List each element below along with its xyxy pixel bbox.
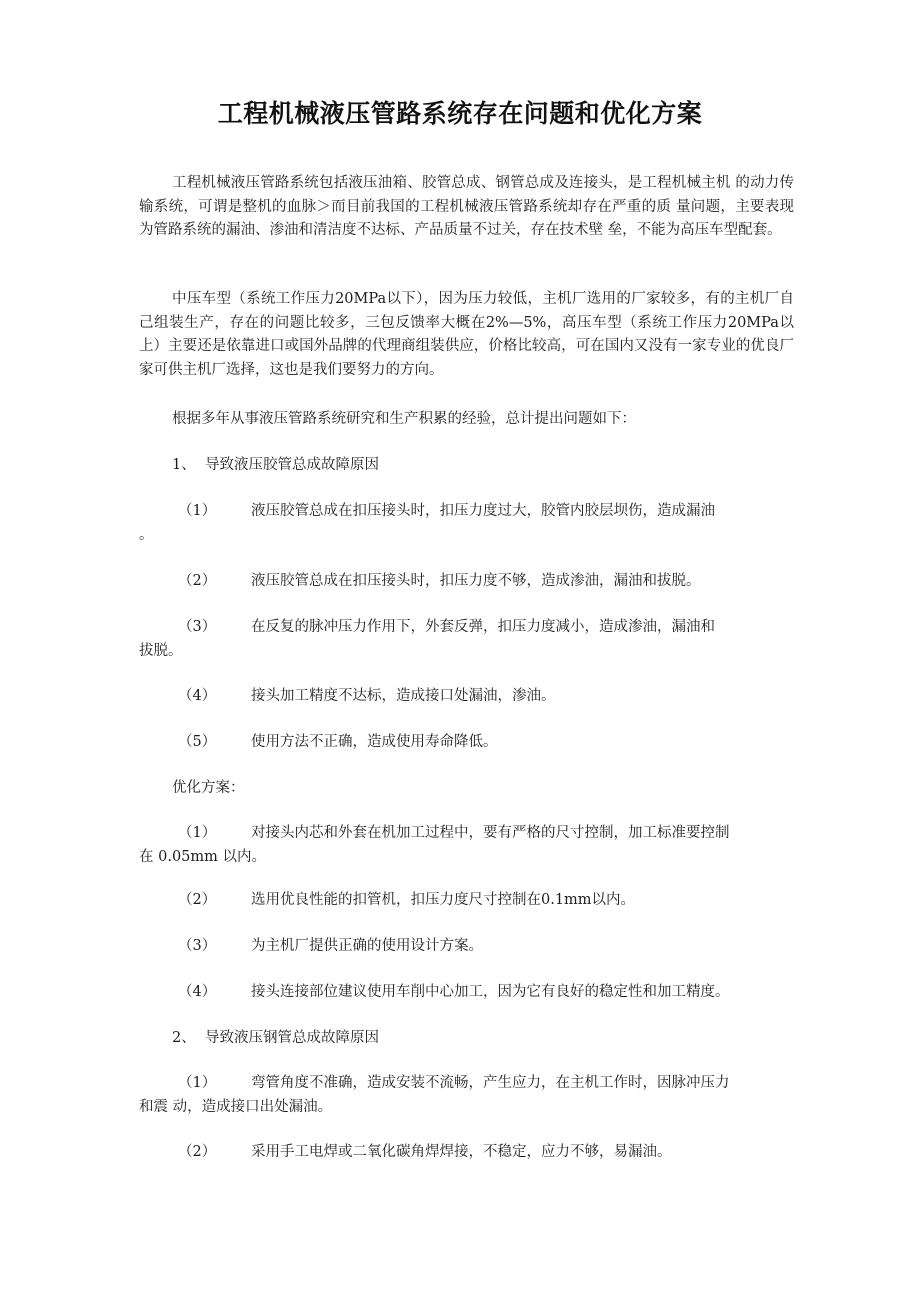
section-1-cause-1: [139, 500, 794, 547]
list-item-text: 使用方法不正确，造成使用寿命降低。: [251, 734, 498, 750]
list-item-text: 选用优良性能的扣管机，扣压力度尺寸控制在0.1mm以内。: [251, 892, 636, 908]
intro-paragraph-1: 工程机械液压管路系统包括液压油箱、胶管总成、钢管总成及连接头，是工程机械主机 的动力传输系统，可谓是整机的血脉＞而目前我国的工程机械液压管路系统却存在严重的质 量问题，主要表现为管路系统的漏油、渗油和清洁度不达标、产品质量不过关，存在技术壁 垒，不能为高压车型配套。: [139, 175, 794, 238]
section-1-cause-4: [139, 685, 794, 709]
section-2-cause-2: [139, 1141, 794, 1165]
list-item-number: （2）: [178, 1144, 217, 1160]
list-item-text: 在反复的脉冲压力作用下，外套反弹，扣压力度减小，造成渗油，漏油和: [251, 619, 715, 635]
intro-paragraph-2: 中压车型（系统工作压力20MPa以下），因为压力较低，主机厂选用的厂家较多，有的主机厂自己组装生产，存在的问题比较多，三包反馈率大概在2%—5%，高压车型（系统工作压力20MPa以上）主要还是依靠进口或国外品牌的代理商组装供应，价格比较高，可在国内又没有一家专业的优良厂家可供主机厂选择，这也是我们要努力的方向。: [139, 291, 794, 378]
section-1-solution-3: [139, 935, 794, 959]
section-1-cause-3: [139, 616, 794, 663]
summary-line: 根据多年从事液压管路系统研究和生产积累的经验，总计提出问题如下：: [172, 411, 636, 427]
list-item-text: 采用手工电焊或二氧化碳角焊焊接，不稳定，应力不够，易漏油。: [251, 1144, 672, 1160]
section-2-number: 2、: [172, 1030, 196, 1046]
list-item-number: （3）: [178, 938, 217, 954]
list-item-number: （5）: [178, 734, 217, 750]
list-item-text: 为主机厂提供正确的使用设计方案。: [251, 938, 483, 954]
section-1-title: 导致液压胶管总成故障原因: [205, 457, 379, 473]
section-2-heading: [172, 1027, 792, 1051]
section-1-solution-4: [139, 981, 794, 1005]
list-item-number: （4）: [178, 688, 217, 704]
section-1-solution-1: [139, 822, 794, 869]
list-item-text: 弯管角度不准确，造成安装不流畅，产生应力，在主机工作时，因脉冲压力: [251, 1075, 730, 1091]
list-item-text: 液压胶管总成在扣压接头时，扣压力度不够，造成渗油，漏油和拔脱。: [251, 573, 701, 589]
section-1-solution-2: [139, 889, 794, 913]
list-item-continuation: 和震 动，造成接口出处漏油。: [139, 1098, 333, 1115]
list-item-number: （2）: [178, 892, 217, 908]
list-item-continuation: 。: [139, 526, 154, 543]
list-item-number: （1）: [178, 825, 217, 841]
section-1-heading: [172, 454, 792, 478]
section-1-cause-2: [139, 570, 794, 594]
list-item-number: （4）: [178, 984, 217, 1000]
section-1-number: 1、: [172, 457, 196, 473]
list-item-number: （1）: [178, 503, 217, 519]
section-2-title: 导致液压钢管总成故障原因: [205, 1030, 379, 1046]
list-item-continuation: 在 0.05mm 以内。: [139, 848, 267, 865]
list-item-number: （1）: [178, 1075, 217, 1091]
list-item-text: 对接头内芯和外套在机加工过程中，要有严格的尺寸控制，加工标准要控制: [251, 825, 730, 841]
page-title: 工程机械液压管路系统存在问题和优化方案: [217, 99, 703, 128]
list-item-text: 接头连接部位建议使用车削中心加工，因为它有良好的稳定性和加工精度。: [251, 984, 730, 1000]
list-item-number: （3）: [178, 619, 217, 635]
list-item-continuation: 拔脱。: [139, 642, 183, 659]
section-1-cause-5: [139, 731, 794, 755]
list-item-number: （2）: [178, 573, 217, 589]
list-item-text: 接头加工精度不达标，造成接口处漏油，渗油。: [251, 688, 556, 704]
solution-label: 优化方案：: [172, 780, 245, 796]
list-item-text: 液压胶管总成在扣压接头时，扣压力度过大，胶管内胶层坝伤，造成漏油: [251, 503, 715, 519]
section-2-cause-1: [139, 1072, 794, 1119]
